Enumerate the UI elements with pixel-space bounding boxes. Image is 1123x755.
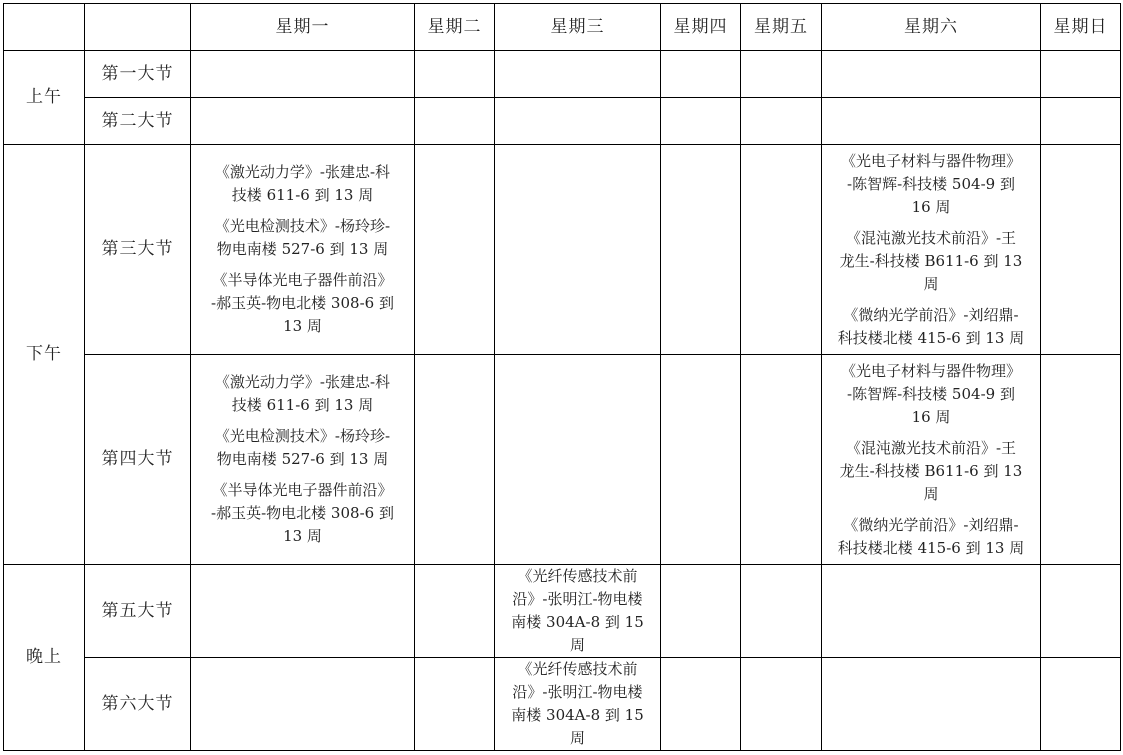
course-text: 龙生-科技楼 B611-6 到 13 <box>839 461 1023 480</box>
cell-sat-2 <box>822 98 1041 145</box>
cell-mon-2 <box>191 98 415 145</box>
course-text: 周 <box>923 274 939 293</box>
slot-label: 第六大节 <box>85 658 191 751</box>
course-text: 技楼 611-6 到 13 周 <box>231 396 374 414</box>
course-entry <box>826 227 1036 296</box>
header-blank-1 <box>4 4 85 51</box>
course-text: -郝玉英-物电北楼 308-6 到 <box>211 294 394 312</box>
cell-sun-2 <box>1041 98 1121 145</box>
course-text: 沿》-张明江-物电楼 <box>512 683 643 701</box>
cell-sat-3 <box>822 145 1041 355</box>
cell-thu-6 <box>661 658 741 751</box>
table-row <box>4 98 1121 145</box>
course-text: 物电南楼 527-6 到 13 周 <box>216 450 389 468</box>
slot-label: 第三大节 <box>85 145 191 355</box>
header-saturday: 星期六 <box>822 4 1041 51</box>
course-text: 16 周 <box>911 197 951 216</box>
header-thursday: 星期四 <box>661 4 741 51</box>
course-entry <box>195 215 410 261</box>
course-text: 《半导体光电子器件前沿》 <box>212 481 393 499</box>
course-entry <box>195 371 410 417</box>
cell-mon-3 <box>191 145 415 355</box>
cell-sat-6 <box>822 658 1041 751</box>
cell-sun-3 <box>1041 145 1121 355</box>
cell-sat-1 <box>822 51 1041 98</box>
course-text: 《激光动力学》-张建忠-科 <box>214 373 391 391</box>
course-text: 《微纳光学前沿》-刘绍鼎- <box>843 305 1019 324</box>
course-entry <box>195 425 410 471</box>
course-text: 《光电子材料与器件物理》 <box>840 151 1021 170</box>
header-tuesday: 星期二 <box>415 4 495 51</box>
table-row <box>4 355 1121 565</box>
cell-tue-3 <box>415 145 495 355</box>
cell-wed-6 <box>495 658 661 751</box>
course-text: 技楼 611-6 到 13 周 <box>231 186 374 204</box>
cell-wed-3 <box>495 145 661 355</box>
cell-fri-3 <box>741 145 822 355</box>
course-entry <box>826 150 1036 219</box>
course-text: 《光电子材料与器件物理》 <box>840 361 1021 380</box>
cell-fri-2 <box>741 98 822 145</box>
course-entry <box>499 565 656 657</box>
course-text: -陈智辉-科技楼 504-9 到 <box>847 174 1015 193</box>
course-text: 《光纤传感技术前 <box>517 660 638 678</box>
table-row <box>4 145 1121 355</box>
cell-mon-4 <box>191 355 415 565</box>
course-entry <box>826 304 1036 350</box>
course-text: 龙生-科技楼 B611-6 到 13 <box>839 251 1023 270</box>
course-text: 南楼 304A-8 到 15 <box>511 613 644 631</box>
header-row <box>4 4 1121 51</box>
course-entry <box>499 658 656 750</box>
table-row <box>4 565 1121 658</box>
header-sunday: 星期日 <box>1041 4 1121 51</box>
cell-sun-4 <box>1041 355 1121 565</box>
cell-fri-1 <box>741 51 822 98</box>
cell-tue-4 <box>415 355 495 565</box>
header-monday: 星期一 <box>191 4 415 51</box>
cell-sun-6 <box>1041 658 1121 751</box>
table-row <box>4 51 1121 98</box>
course-text: 《混沌激光技术前沿》-王 <box>845 228 1017 247</box>
course-text: 《光电检测技术》-杨玲珍- <box>214 217 391 235</box>
cell-sun-5 <box>1041 565 1121 658</box>
cell-wed-1 <box>495 51 661 98</box>
cell-fri-4 <box>741 355 822 565</box>
course-text: 《光纤传感技术前 <box>517 567 638 585</box>
timetable <box>3 3 1121 751</box>
cell-wed-4 <box>495 355 661 565</box>
course-entry <box>195 161 410 207</box>
course-text: 《激光动力学》-张建忠-科 <box>214 163 391 181</box>
course-text: 周 <box>569 729 585 747</box>
course-text: 周 <box>923 484 939 503</box>
slot-label: 第一大节 <box>85 51 191 98</box>
slot-label: 第四大节 <box>85 355 191 565</box>
course-text: -陈智辉-科技楼 504-9 到 <box>847 384 1015 403</box>
cell-sat-4 <box>822 355 1041 565</box>
course-text: 《混沌激光技术前沿》-王 <box>845 438 1017 457</box>
period-afternoon: 下午 <box>4 145 85 565</box>
course-text: 13 周 <box>283 317 322 335</box>
cell-sat-5 <box>822 565 1041 658</box>
course-text: 《光电检测技术》-杨玲珍- <box>214 427 391 445</box>
course-text: 科技楼北楼 415-6 到 13 周 <box>837 328 1025 347</box>
course-text: 物电南楼 527-6 到 13 周 <box>216 240 389 258</box>
slot-label: 第二大节 <box>85 98 191 145</box>
cell-wed-2 <box>495 98 661 145</box>
header-friday: 星期五 <box>741 4 822 51</box>
course-entry <box>195 479 410 548</box>
period-evening: 晚上 <box>4 565 85 751</box>
table-row <box>4 658 1121 751</box>
cell-tue-1 <box>415 51 495 98</box>
cell-fri-6 <box>741 658 822 751</box>
cell-thu-1 <box>661 51 741 98</box>
cell-tue-6 <box>415 658 495 751</box>
cell-mon-5 <box>191 565 415 658</box>
cell-thu-4 <box>661 355 741 565</box>
course-text: 16 周 <box>911 407 951 426</box>
course-text: -郝玉英-物电北楼 308-6 到 <box>211 504 394 522</box>
course-entry <box>826 360 1036 429</box>
course-text: 沿》-张明江-物电楼 <box>512 590 643 608</box>
cell-fri-5 <box>741 565 822 658</box>
slot-label: 第五大节 <box>85 565 191 658</box>
course-text: 13 周 <box>283 527 322 545</box>
header-blank-2 <box>85 4 191 51</box>
cell-tue-2 <box>415 98 495 145</box>
cell-thu-3 <box>661 145 741 355</box>
course-text: 南楼 304A-8 到 15 <box>511 706 644 724</box>
header-wednesday: 星期三 <box>495 4 661 51</box>
cell-wed-5 <box>495 565 661 658</box>
course-entry <box>826 514 1036 560</box>
cell-thu-2 <box>661 98 741 145</box>
course-entry <box>195 269 410 338</box>
course-text: 《半导体光电子器件前沿》 <box>212 271 393 289</box>
cell-mon-6 <box>191 658 415 751</box>
period-morning: 上午 <box>4 51 85 145</box>
course-text: 《微纳光学前沿》-刘绍鼎- <box>843 515 1019 534</box>
course-entry <box>826 437 1036 506</box>
course-text: 科技楼北楼 415-6 到 13 周 <box>837 538 1025 557</box>
cell-sun-1 <box>1041 51 1121 98</box>
cell-thu-5 <box>661 565 741 658</box>
cell-tue-5 <box>415 565 495 658</box>
course-text: 周 <box>569 636 585 654</box>
cell-mon-1 <box>191 51 415 98</box>
